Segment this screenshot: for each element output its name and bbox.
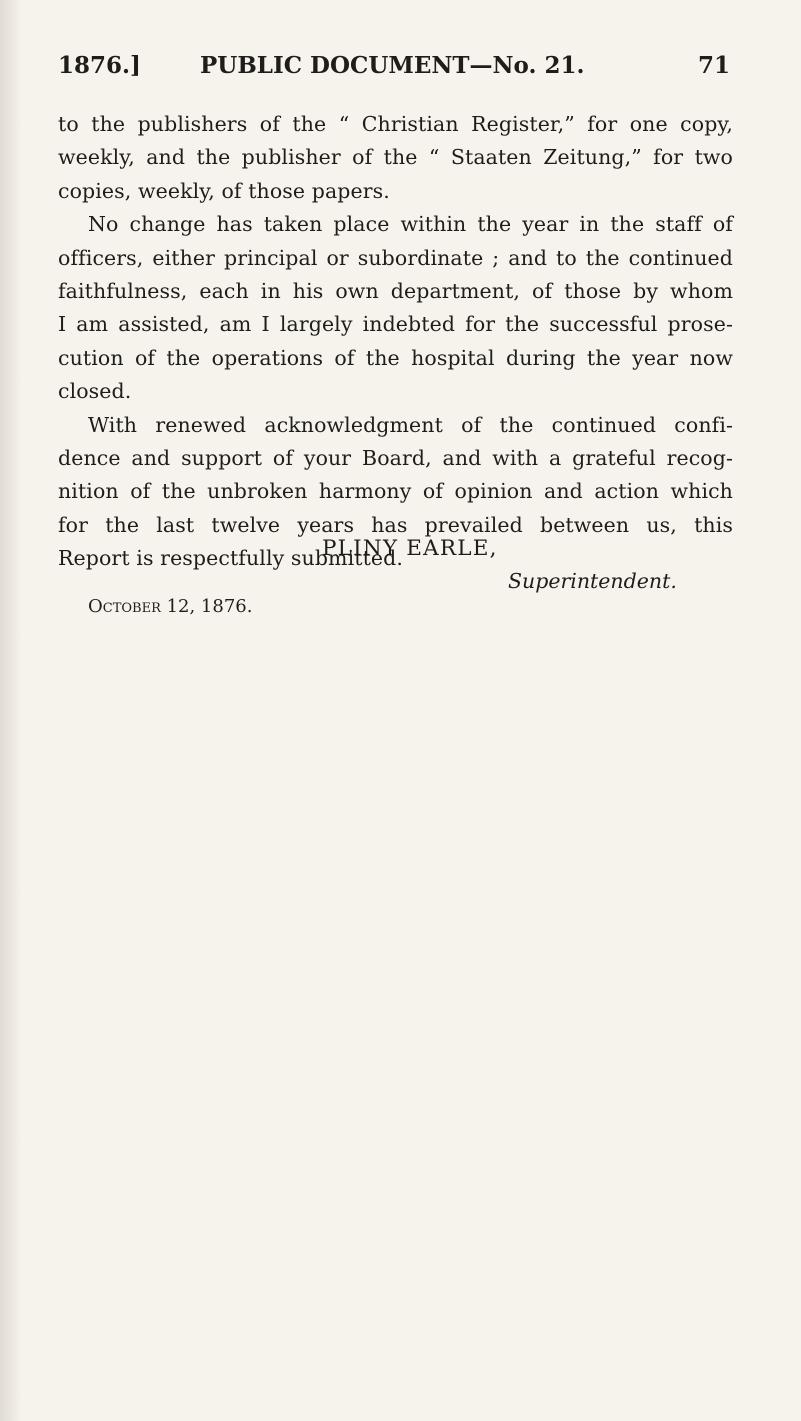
text-line: copies, weekly, of those papers. [58,178,390,203]
text-line: nition of the unbroken harmony of opinion and action which [58,479,733,504]
signature-name: PLINY EARLE, [322,536,498,561]
page-number: 71 [697,52,730,79]
dateline: October 12, 1876. [88,596,253,617]
text-line: With renewed acknowledgment of the continued confi- [88,412,733,437]
text-line: for the last twelve years has prevailed between us, this [58,512,733,537]
header-title: PUBLIC DOCUMENT—No. 21. [200,52,585,79]
running-head [58,52,730,92]
text-line: to the publishers of the “ Christian Register,” for one copy, [58,112,733,136]
text-line: Report is respectfully submitted. [58,546,403,571]
text-line: officers, either principal or subordinate ; and to the continued [58,245,733,270]
paragraph-1 [58,108,733,208]
paragraph-2 [58,208,733,408]
text-line: dence and support of your Board, and with a grateful recog- [58,446,733,471]
text-line: cution of the operations of the hospital during the year now [58,345,733,370]
signature-title: Superintendent. [508,569,677,593]
page-edge-shadow [0,0,22,1421]
body-text [58,108,733,576]
header-year: 1876.] [58,52,141,79]
text-line: I am assisted, am I largely indebted for the successful prose- [58,312,733,337]
text-line: faithfulness, each in his own department, of those by whom [58,279,733,304]
text-line: No change has taken place within the year in the staff of [88,212,733,237]
text-line: weekly, and the publisher of the “ Staaten Zeitung,” for two [58,145,733,170]
text-line: closed. [58,379,132,404]
